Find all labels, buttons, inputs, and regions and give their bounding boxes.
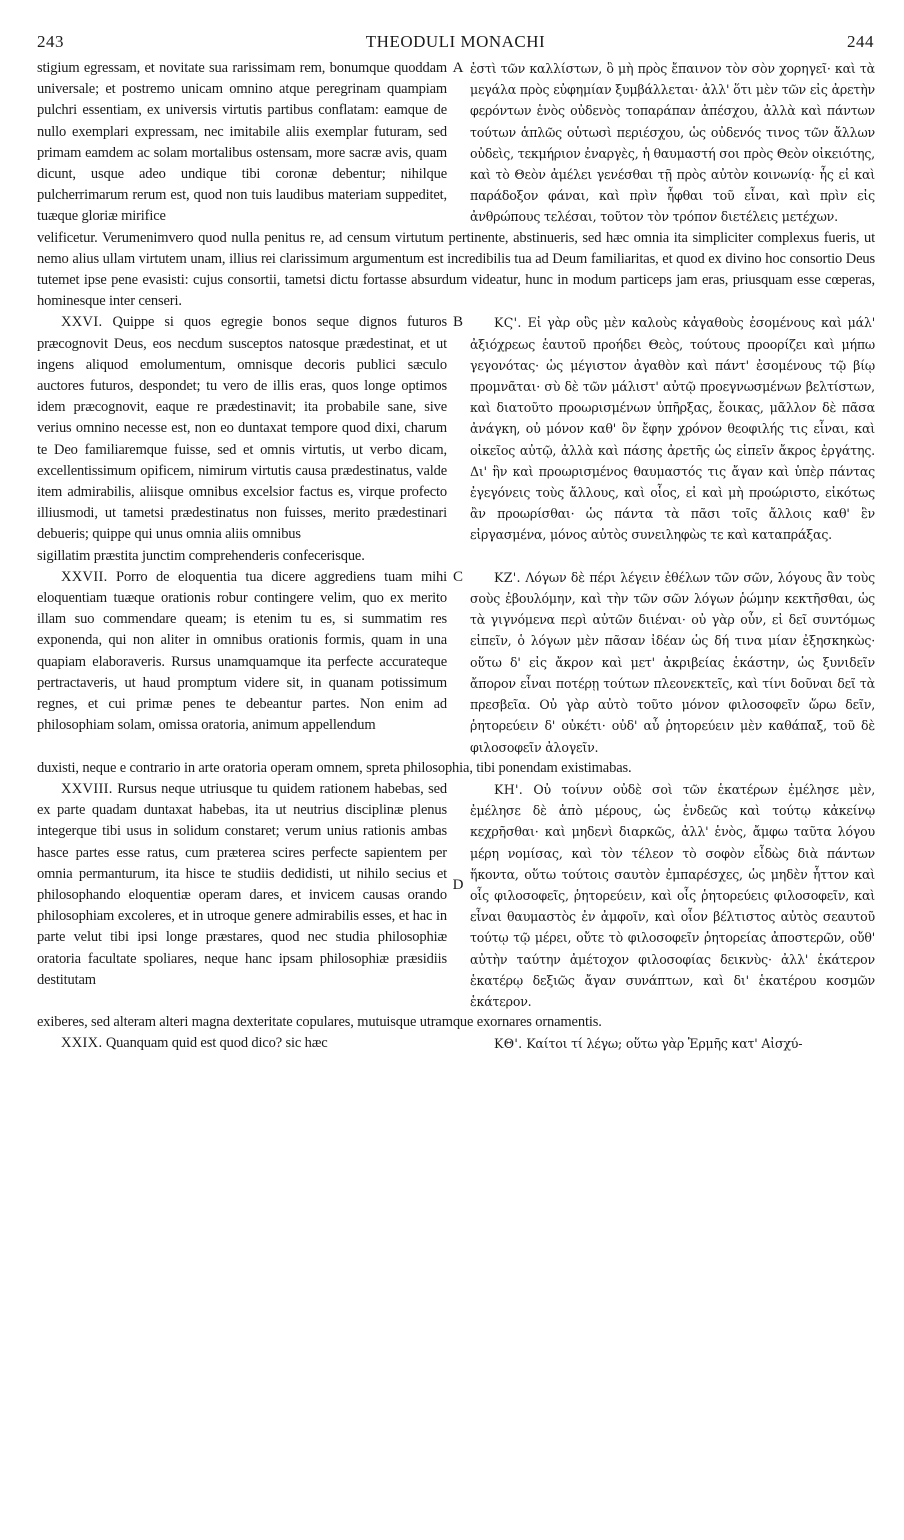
greek-text: Καίτοι τί λέγω; οὕτω γὰρ Ἑρμῆς κατ' Αἰσχύ- — [526, 1036, 803, 1052]
section-number-greek: ΚΖ'. — [494, 569, 521, 585]
section-number-latin: XXVII. — [61, 568, 108, 585]
margin-letter-d: D — [452, 876, 464, 893]
section-xxix — [37, 1033, 875, 1054]
section-number-greek: ΚϚ'. — [494, 315, 522, 331]
section-number-greek: ΚΗ'. — [494, 781, 524, 797]
margin-letter-c: C — [452, 568, 463, 585]
greek-text: Εἰ γὰρ οὓς μὲν καλοὺς κἀγαθοὺς ἐσομένους καὶ μάλ' ἀξιόχρεως ἑαυτοῦ προήδει Θεὸς, τούτους προορίζει καὶ μήπω γεγονότας· ὡς μέγιστον ἀγαθὸν καὶ πάντ' ἐσομένους τῷ βίῳ προμνᾶται· σὺ δὲ τῶν μάλιστ' αὐτῷ προεγνωσμένων βελτίστων, καὶ διατοῦτο προωρισμένων ὑπῆρξας, ἔοικας, μᾶλλον δὲ πᾶσα ἀνάγκη, οὐ μόνον καθ' ὃν ἔφην χρόνον θεοφιλής τις εἶναι, καὶ οἰκεῖος αὐτῷ, ἀλλὰ καὶ πάσης ἀρετῆς ὡς εἰπεῖν ἄκρος ἐργάτης. Δι' ἣν καὶ προωρισμένος θαυμαστός τις ἄγαν καὶ ὑπὲρ πάντας ἐγεγόνεις τοὺς ἄλλους, καὶ οἷος, εἰ καὶ μὴ προώριστο, εἰκότως ἂν προωρίσθαι· ὡς πάντα τὰ πᾶσι τοῖς ἄλλοις καθ' ἓν εἰργασμένα, μόνος αὐτὸς συνειληφὼς τε καὶ καταπράξας. — [470, 315, 875, 543]
greek-column — [470, 779, 875, 1012]
section-number-latin: XXVI. — [61, 314, 103, 331]
greek-text: Λόγων δὲ πέρι λέγειν ἐθέλων τῶν σῶν, λόγους ἂν τοὺς σοὺς ἐβουλόμην, καὶ τὴν τῶν σῶν λόγων ῥώμην κεκτῆσθαι, ὡς τὰ γιγνόμενα περὶ αὐτῶν διιέναι· οὐ γὰρ οὖν, εἰ δεῖ συντόμως εἰπεῖν, ὁ λόγων μὲν πᾶσαν ἰδέαν ὡς δή τινα μίαν ἐξησκηκὼς· οὕτω δ' εἰς ἄκρον καὶ μετ' ἀκριβείας ἑκάστην, ὡς ξυνιδεῖν ἄπορον εἶναι ποτέρῃ τούτων πλεονεκτεῖς, καὶ τίνι δοῦναι δεῖ τὰ πρεσβεῖα. Οὐ γὰρ αὐτὸ τοῦτο μόνον φιλοσοφεῖν ὥρω δεῖν, ῥητορεύειν δ' οὐκέτι· οὐδ' αὖ ῥητορεύειν μὲν καθάπαξ, τοῦ δὲ φιλοσοφεῖν ἀλογεῖν. — [470, 569, 875, 755]
greek-column — [470, 312, 875, 545]
section-number-latin: XXVIII. — [61, 780, 113, 797]
section-number-greek: ΚΘ'. — [494, 1036, 523, 1052]
greek-text: Οὐ τοίνυν οὐδὲ σοὶ τῶν ἑκατέρων ἐμέλησε μὲν, ἐμέλησε δὲ ἀπὸ μέρους, ὡς ἐνδεῶς καὶ τούτῳ κἀκείνῳ κεχρῆσθαι· καὶ μηδενὶ διαρκῶς, ἀλλ' ἑνὸς, ἄμφω ταῦτα λόγου μέρη νομίσας, καὶ τὸν τέλεον τὸ σοφὸν εἶδὼς διὰ πάντων ἥκοντα, οὕτω τούτοις σαυτὸν ἐμπαρέσχες, ὡς μηδὲν ἧττον καὶ οἷς φιλοσοφεῖς, ῥητορεύειν, καὶ οἷς ῥητορεύεις φιλοσοφεῖν, καὶ εἶναι θαυμαστὸς ἐν ἀμφοῖν, καὶ οἷον βέλτιστος αὐτὸς σεαυτοῦ τούτῳ τῷ μέρει, οὔτε τὸ φιλοσοφεῖν ῥητορείας ἀποστερῶν, οὔθ' αὐτὴν ταύτην ἀμέτοχον φιλοσοφίας δεικνὺς· ἀλλ' ἑκάτερον ἑκατέρῳ δεξιῶς ἄγαν συνάπτων, καὶ δι' ἑκατέρου κοσμῶν ἑκάτερον. — [470, 781, 875, 1009]
text-body — [37, 58, 875, 1055]
latin-column: stigium egressam, et novitate sua rarissimam rem, bonumque quoddam universale; et postremo unicam omnino atque peregrinam quampiam pulchri essentiam, ex universis virtutis partibus conflatam: eamque de nullo exemplari expressam, nec imitabile aliis exemplar futuram, sed primam eamdem ac solam mortalibus ostensam, more sacræ avis, quam dicunt, usque adeo undique tibi coronæ debentur; nihilque pulcherrimarum rerum est, quod non tuis laudibus materiam suppeditet, tuæque gloriæ mirifice — [37, 60, 447, 225]
running-title: THEODULI MONACHI — [365, 32, 546, 51]
page-number-left: 243 — [37, 32, 64, 51]
latin-fullwidth: sigillatim præstita junctim comprehenderis confecerisque. — [37, 547, 365, 564]
margin-letter-a: A — [452, 60, 464, 76]
greek-column — [470, 1033, 875, 1054]
running-header — [37, 32, 874, 54]
section-xxviii — [37, 779, 875, 1033]
latin-text: Porro de eloquentia tua dicere aggrediens tuam mihi eloquentiam tuæque orationis robur contingere velim, quo ex merito illam suo commendare queam; is etenim tu es, si summatim res exponenda, qui non aliter in omnibus orationis formis, quam in una quapiam elaboraveris. Rursus unamquamque ita perfecte accurateque pertractaveris, ut haud promptum videre sit, in quanam potissimum regnes, et cui primæ penes te debeantur partes. Non enim ad philosophiam solam, omissa oratoria, animum appellendum — [37, 568, 447, 734]
latin-column — [37, 779, 447, 1012]
margin-letter-b: B — [452, 314, 463, 331]
greek-column: ἐστὶ τῶν καλλίστων, ὃ μὴ πρὸς ἔπαινον τὸν σὸν χορηγεῖ· καὶ τὰ μεγάλα πρὸς εὐφημίαν ξυμβάλλεται· ἀλλ' ὅτι μὲν τῶν εἰς ἀρετὴν φερόντων ἑνὸς οὐδενὸς τοπαράπαν ἀπέσχου, ἀλλὰ καὶ πάντων τούτων ἁπλῶς οὑτωσὶ περιέσχου, ὡς οὐδενός τινος τῶν ἄλλων οὐδεὶς, τεκμήριον ἐναργὲς, ἡ θαυμαστή σοι πρὸς Θεὸν οἰκειότης, καὶ τὸ Θεὸν ἀμέλει γενέσθαι τῇ πρὸς αὐτὸν κοινωνίᾳ· ἧς εἰ καὶ παράδοξον φάναι, καὶ πρὶν ἧφθαι τοῦ εἶναι, καὶ πρὶν εἰς ἀνθρώπους τελέσαι, τοῦτον τὸν τρόπον διετέλεις μετέχων. — [470, 61, 875, 225]
section-intro — [37, 58, 875, 312]
latin-text: Quippe si quos egregie bonos seque dignos futuros præcognovit Deus, eos necdum susceptos natosque prædestinat, et ut ingens aliquod emolumentum, omnisque decoris publici sæculo auctores futuros, despondet; tu vero de illis eras, quos longe optimos idem præcognovit, eaque re prædestinavit; ita probabile sane, sive verius omnino necesse est, non eo duntaxat tempore quod dixi, charum te Deo familiaremque fuisse, sed et omnis virtutis, ut verbo dicam, excellentissimum opificem, nimirum virtutis causa prædestinatus, valde item admirabilis, aliisque omnibus excelsior factus es, virque profecto illiusmodi, ut tametsi prædestinatus non fuisses, merito prædestinari debueris; quippe qui unus omnia aliis omnibus — [37, 314, 447, 543]
page-number-right: 244 — [847, 32, 874, 51]
latin-column — [37, 312, 447, 545]
latin-text: Rursus neque utriusque tu quidem rationem habebas, sed ex parte quadam duntaxat habebas, ita ut neutrius disciplinæ plenus integerque tibi usus in solidum constaret; verum unius rationis ambas hasce partes esse ratus, cum præterea scires perfecte sapientem per omnia permanturum, ita hisce te studiis dedidisti, ut nihilo secius et philosophando eloquentiæ operam dares, et invicem causas orando philosophiam excoleres, et in utroque genere admirabilis esses, et hac in parte velut tibi ipsi longe præstares, quod nec studia philosophiæ oratoria facultate spoliares, neque hanc ipsam philosophiæ præsidiis destitutam — [37, 780, 447, 988]
latin-fullwidth: exiberes, sed alteram alteri magna dexteritate copulares, mutuisque utramque exornares ornamentis. — [37, 1014, 602, 1031]
latin-fullwidth: duxisti, neque e contrario in arte oratoria operam omnem, spreta philosophia, tibi ponendam existimabas. — [37, 759, 632, 776]
latin-text: Quanquam quid est quod dico? sic hæc — [105, 1035, 328, 1052]
latin-column — [37, 1033, 447, 1054]
section-xxvi — [37, 312, 875, 566]
latin-fullwidth: velificetur. Verumenimvero quod nulla penitus re, ad censum virtutum pertinente, abstinueris, sed hæc omnia ita simpliciter complexus fueris, ut nemo alius ullam virtutem unam, illius rei clarissimum argumentum est incredibilis tua ad Deum familiaritas, et quod ex divino hoc consortio Deus tutemet ipse pene evasisti: cujus consortii, tametsi dictu fortasse absurdum videatur, hunc in modum particeps jam eras, priusquam esse cœperas, hominesque inter censeri. — [37, 229, 875, 310]
greek-column — [470, 567, 875, 758]
section-xxvii — [37, 567, 875, 779]
latin-column — [37, 567, 447, 758]
section-number-latin: XXIX. — [61, 1035, 103, 1052]
